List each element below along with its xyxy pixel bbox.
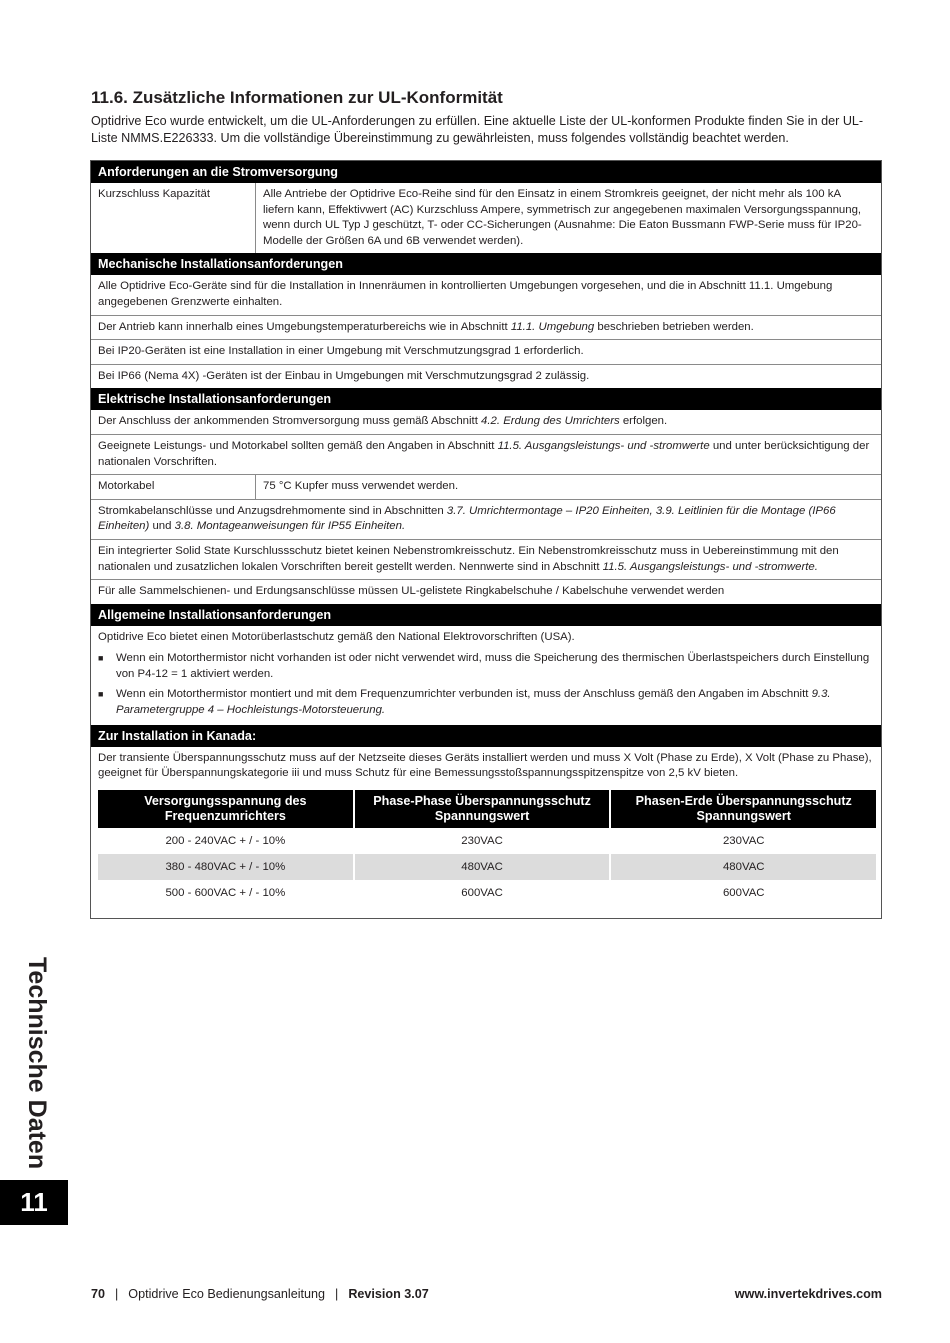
elec-row-4-ref: 3.7. Umrichtermontage – IP20 Einheiten, 3.9. Leitlinien für die Montage (IP66 Einheiten) [98, 504, 836, 533]
section-header-mechanical: Mechanische Installationsanforderungen [91, 253, 881, 275]
table-cell: 600VAC [355, 880, 612, 906]
footer-separator: | [335, 1287, 339, 1301]
mech-row-2-ref: 11.1. Umgebung [510, 320, 595, 333]
table-cell: 200 - 240VAC + / - 10% [98, 828, 355, 854]
motor-cable-text: 75 °C Kupfer muss verwendet werden. [263, 480, 459, 493]
table-cell: 500 - 600VAC + / - 10% [98, 880, 355, 906]
elec-row-6: Für alle Sammelschienen- und Erdungsanschlüsse müssen UL-gelistete Ringkabelschuhe / Kabelschuhe verwendet werden [91, 579, 881, 604]
table-cell: 380 - 480VAC + / - 10% [98, 854, 355, 880]
mech-row-1: Alle Optidrive Eco-Geräte sind für die Installation in Innenräumen in kontrollierten Umgebungen vorgesehen, und die in Abschnitt 11.1. Umgebung angegebenen Grenzwerte einhalten. [98, 280, 833, 308]
document-title: Optidrive Eco Bedienungsanleitung [128, 1287, 326, 1301]
elec-row-5 [91, 539, 881, 579]
general-bullet-2-ref: 9.3. Parametergruppe 4 – Hochleistungs-Motorsteuerung. [116, 688, 831, 717]
table-cell: 480VAC [355, 854, 612, 880]
chapter-number-tab: 11 [0, 1180, 68, 1225]
table-row [98, 828, 876, 854]
motor-cable-label: Motorkabel [91, 475, 256, 499]
section-header-canada: Zur Installation in Kanada: [91, 725, 881, 747]
general-bullet-2-body [116, 687, 874, 718]
mech-row-2 [91, 315, 881, 340]
table-cell: 230VAC [355, 828, 612, 854]
table-row [98, 880, 876, 906]
ul-requirements-table [90, 160, 882, 919]
table-row [98, 854, 876, 880]
elec-row-5-ref: 11.5. Ausgangsleistungs- und -stromwerte. [602, 560, 818, 573]
elec-row-4-and: und [149, 520, 175, 533]
table-cell: 480VAC [611, 854, 876, 880]
section-header-general: Allgemeine Installationsanforderungen [91, 604, 881, 626]
elec-row-1-ref: 4.2. Erdung des Umrichters [481, 415, 620, 428]
side-chapter-title: Technische Daten [23, 957, 51, 1170]
bullet-square-icon: ■ [98, 689, 104, 700]
power-text: Alle Antriebe der Optidrive Eco-Reihe sind für den Einsatz in einem Stromkreis geeignet, der nicht mehr als 100 kA liefern kann, Effektivwert (AC) Kurzschluss Ampere, symmetrisch zur angegebenen maximalen Versorgungsspannung, wenn durch UL Typ J geschützt, T- oder CC-Sicherungen (Ausnahme: Die Eaton Bussmann FWP-Serie muss für IP20-Modelle der Größen 6A und 6B verwendet werden). [263, 188, 862, 247]
mech-row-2-text: Der Antrieb kann innerhalb eines Umgebungstemperaturbereichs wie in Abschnitt [98, 320, 511, 333]
general-bullet-2 [91, 685, 881, 724]
elec-row-3 [91, 474, 881, 499]
power-label: Kurzschluss Kapazität [91, 183, 256, 253]
elec-row-4-ref-2: 3.8. Montageanweisungen für IP55 Einheiten. [174, 520, 406, 533]
mech-row-2-tail: beschrieben betrieben werden. [594, 320, 754, 333]
general-bullet-2-text: Wenn ein Motorthermistor montiert und mit dem Frequenzumrichter verbunden ist, muss der Anschluss gemäß den Angaben im Abschnitt [116, 688, 812, 701]
voltage-table-header [98, 790, 876, 828]
general-paragraph: Optidrive Eco bietet einen Motorüberlastschutz gemäß den National Elektrovorschriften (USA). [98, 630, 575, 643]
voltage-table [98, 790, 876, 906]
table-cell: 230VAC [722, 834, 765, 847]
page-number: 70 [91, 1287, 106, 1301]
elec-row-1-tail: erfolgen. [619, 415, 668, 428]
elec-row-2-ref: 11.5. Ausgangsleistungs- und -stromwerte [497, 439, 710, 452]
canada-paragraph: Der transiente Überspannungsschutz muss auf der Netzseite dieses Geräts installiert werden und muss X Volt (Phase zu Erde), X Volt (Phase zu Phase), geeignet für Überspannungskategorie iii und muss Schutz für eine Bemessungsstoßspannungsspitzenspitze von 2,5 kV bieten. [98, 751, 872, 780]
section-header-electrical: Elektrische Installationsanforderungen [91, 388, 881, 410]
voltage-header-phase-earth: Phasen-Erde Überspannungsschutz Spannungswert [611, 790, 876, 828]
revision: Revision 3.07 [348, 1287, 429, 1301]
footer-separator: | [115, 1287, 119, 1301]
elec-row-1-text: Der Anschluss der ankommenden Stromversorgung muss gemäß Abschnitt [98, 415, 482, 428]
voltage-header-phase-phase: Phase-Phase Überspannungsschutz Spannungswert [355, 790, 612, 828]
bullet-square-icon: ■ [98, 653, 104, 664]
elec-row-2-tail: und unter berücksichtigung der nationalen Vorschriften. [98, 439, 870, 468]
general-bullet-1-text: Wenn ein Motorthermistor nicht vorhanden ist oder nicht verwendet wird, muss die Speicherung des thermischen Überlastspeichers durch Einstellung von P4-12 = 1 aktiviert werden. [116, 652, 870, 680]
mech-row-4: Bei IP66 (Nema 4X) -Geräten ist der Einbau in Umgebungen mit Verschmutzungsgrad 2 zulässig. [91, 364, 881, 389]
elec-row-2 [91, 434, 881, 474]
website-link[interactable]: www.invertekdrives.com [734, 1287, 882, 1301]
voltage-header-supply: Versorgungsspannung des Frequenzumrichters [98, 790, 355, 828]
power-row [91, 183, 881, 253]
intro-paragraph: Optidrive Eco wurde entwickelt, um die UL-Anforderungen zu erfüllen. Eine aktuelle Liste der UL-konformen Produkte finden Sie in der UL-Liste NMMS.E226333. Um die vollständige Übereinstimmung zu gewährleisten, muss folgendes vollständig beachtet werden. [91, 114, 864, 145]
elec-row-5-text: Ein integrierter Solid State Kurschlussschutz bietet keinen Nebenstromkreisschutz. Ein Nebenstromkreisschutz muss in Uebereinstimmung mit den nationalen und zusatzlichen lokalen Vorschriften bereit gestellt werden. Nennwerte sind in Abschnitt [98, 544, 839, 573]
table-cell: 600VAC [722, 886, 765, 899]
section-header-power: Anforderungen an die Stromversorgung [91, 161, 881, 183]
elec-row-1 [91, 410, 881, 434]
section-heading: 11.6. Zusätzliche Informationen zur UL-Konformität [91, 88, 503, 107]
mech-row-3: Bei IP20-Geräten ist eine Installation in einer Umgebung mit Verschmutzungsgrad 1 erforderlich. [91, 339, 881, 364]
footer-left [91, 1287, 429, 1301]
elec-row-2-text: Geeignete Leistungs- und Motorkabel sollten gemäß den Angaben in Abschnitt [98, 439, 498, 452]
elec-row-4-text: Stromkabelanschlüsse und Anzugsdrehmomente sind in Abschnitten [98, 504, 447, 517]
elec-row-4 [91, 499, 881, 539]
general-bullet-1 [91, 649, 881, 685]
